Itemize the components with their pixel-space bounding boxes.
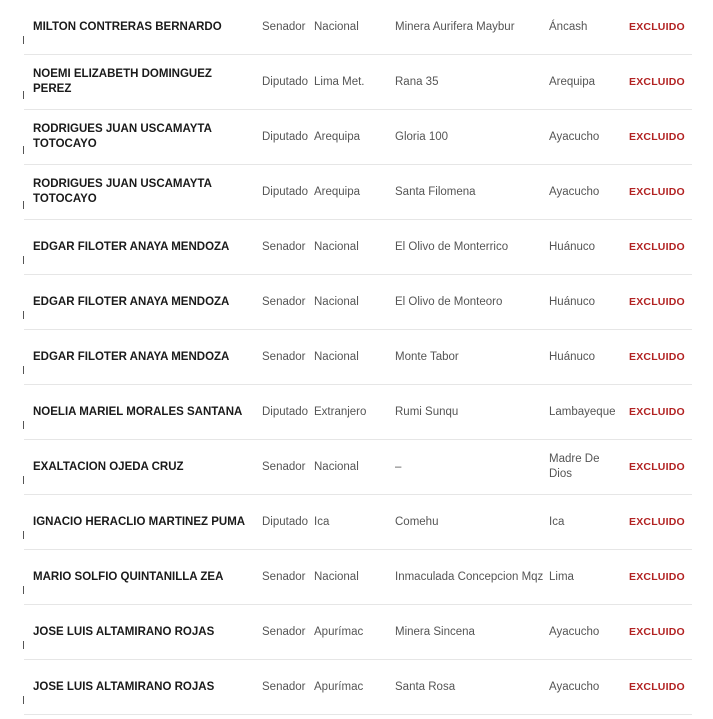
candidate-organization: Minera Sincena — [395, 625, 475, 638]
table-row — [24, 660, 692, 715]
status-badge: EXCLUIDO — [629, 460, 685, 473]
candidate-name: RODRIGUES JUAN USCAMAYTA TOTOCAYO — [33, 178, 212, 205]
candidate-region: Nacional — [314, 570, 359, 583]
candidate-department: Huánuco — [549, 350, 596, 363]
candidate-region: Apurímac — [314, 625, 364, 638]
candidate-name: EXALTACION OJEDA CRUZ — [33, 460, 184, 473]
table-row — [24, 550, 692, 605]
candidate-cargo: Senador — [262, 20, 306, 33]
candidate-cargo: Senador — [262, 680, 306, 693]
candidate-cargo: Diputado — [262, 75, 309, 88]
status-badge: EXCLUIDO — [629, 20, 685, 33]
candidate-organization: Minera Aurifera Maybur — [395, 20, 515, 33]
candidate-department: Ayacucho — [549, 625, 600, 638]
candidate-name: MARIO SOLFIO QUINTANILLA ZEA — [33, 570, 224, 583]
candidate-organization: El Olivo de Monteoro — [395, 295, 503, 308]
candidate-region: Nacional — [314, 20, 359, 33]
candidate-organization: Rumi Sunqu — [395, 405, 459, 418]
status-badge: EXCLUIDO — [629, 570, 685, 583]
table-row — [24, 0, 692, 55]
status-badge: EXCLUIDO — [629, 185, 685, 198]
candidate-organization: Gloria 100 — [395, 130, 449, 143]
candidate-organization: Inmaculada Concepcion Mqz — [395, 570, 544, 583]
candidate-name: EDGAR FILOTER ANAYA MENDOZA — [33, 295, 230, 308]
candidate-organization: Santa Rosa — [395, 680, 456, 693]
candidate-region: Lima Met. — [314, 75, 365, 88]
candidate-department: Áncash — [549, 20, 588, 33]
candidate-organization: Monte Tabor — [395, 350, 459, 363]
candidate-organization: Santa Filomena — [395, 185, 476, 198]
status-badge: EXCLUIDO — [629, 130, 685, 143]
status-badge: EXCLUIDO — [629, 405, 685, 418]
table-row — [24, 605, 692, 660]
candidate-organization: Comehu — [395, 515, 439, 528]
candidate-department: Ayacucho — [549, 680, 600, 693]
candidate-organization: – — [395, 460, 402, 473]
table-row — [24, 440, 692, 495]
candidate-region: Nacional — [314, 350, 359, 363]
candidate-region: Nacional — [314, 240, 359, 253]
status-badge: EXCLUIDO — [629, 75, 685, 88]
candidate-cargo: Diputado — [262, 130, 309, 143]
candidate-cargo: Senador — [262, 295, 306, 308]
table-row — [24, 275, 692, 330]
candidate-name: JOSE LUIS ALTAMIRANO ROJAS — [33, 680, 215, 693]
candidate-cargo: Senador — [262, 625, 306, 638]
candidate-department: Ayacucho — [549, 185, 600, 198]
candidate-region: Nacional — [314, 295, 359, 308]
candidate-cargo: Diputado — [262, 185, 309, 198]
candidate-name: EDGAR FILOTER ANAYA MENDOZA — [33, 350, 230, 363]
candidate-region: Ica — [314, 515, 330, 528]
candidate-name: JOSE LUIS ALTAMIRANO ROJAS — [33, 625, 215, 638]
candidate-region: Arequipa — [314, 130, 361, 143]
candidate-name: NOEMI ELIZABETH DOMINGUEZ PEREZ — [33, 68, 212, 95]
candidate-region: Nacional — [314, 460, 359, 473]
table-row — [24, 330, 692, 385]
candidate-cargo: Diputado — [262, 405, 309, 418]
status-badge: EXCLUIDO — [629, 680, 685, 693]
table-row — [24, 55, 692, 110]
candidates-table — [24, 0, 692, 715]
candidate-department: Lima — [549, 570, 574, 583]
candidate-name: EDGAR FILOTER ANAYA MENDOZA — [33, 240, 230, 253]
candidate-region: Extranjero — [314, 405, 367, 418]
candidate-department: Ayacucho — [549, 130, 600, 143]
candidate-name: IGNACIO HERACLIO MARTINEZ PUMA — [33, 515, 246, 528]
candidate-region: Apurímac — [314, 680, 364, 693]
candidate-name: MILTON CONTRERAS BERNARDO — [33, 20, 222, 33]
candidate-department: Huánuco — [549, 295, 596, 308]
candidate-cargo: Senador — [262, 350, 306, 363]
table-row — [24, 495, 692, 550]
status-badge: EXCLUIDO — [629, 515, 685, 528]
candidate-name: RODRIGUES JUAN USCAMAYTA TOTOCAYO — [33, 123, 212, 150]
candidate-organization: El Olivo de Monterrico — [395, 240, 509, 253]
status-badge: EXCLUIDO — [629, 295, 685, 308]
status-badge: EXCLUIDO — [629, 240, 685, 253]
status-badge: EXCLUIDO — [629, 350, 685, 363]
candidate-department: Lambayeque — [549, 405, 616, 418]
candidate-department: Huánuco — [549, 240, 596, 253]
candidate-cargo: Senador — [262, 240, 306, 253]
table-row — [24, 385, 692, 440]
table-row — [24, 165, 692, 220]
candidate-region: Arequipa — [314, 185, 361, 198]
status-badge: EXCLUIDO — [629, 625, 685, 638]
candidate-cargo: Senador — [262, 570, 306, 583]
candidate-name: NOELIA MARIEL MORALES SANTANA — [33, 405, 243, 418]
candidate-department: Arequipa — [549, 75, 596, 88]
candidate-department: Ica — [549, 515, 565, 528]
candidate-organization: Rana 35 — [395, 75, 439, 88]
candidate-department: Madre De Dios — [549, 453, 600, 480]
table-row — [24, 220, 692, 275]
candidate-cargo: Senador — [262, 460, 306, 473]
table-row — [24, 110, 692, 165]
candidate-cargo: Diputado — [262, 515, 309, 528]
